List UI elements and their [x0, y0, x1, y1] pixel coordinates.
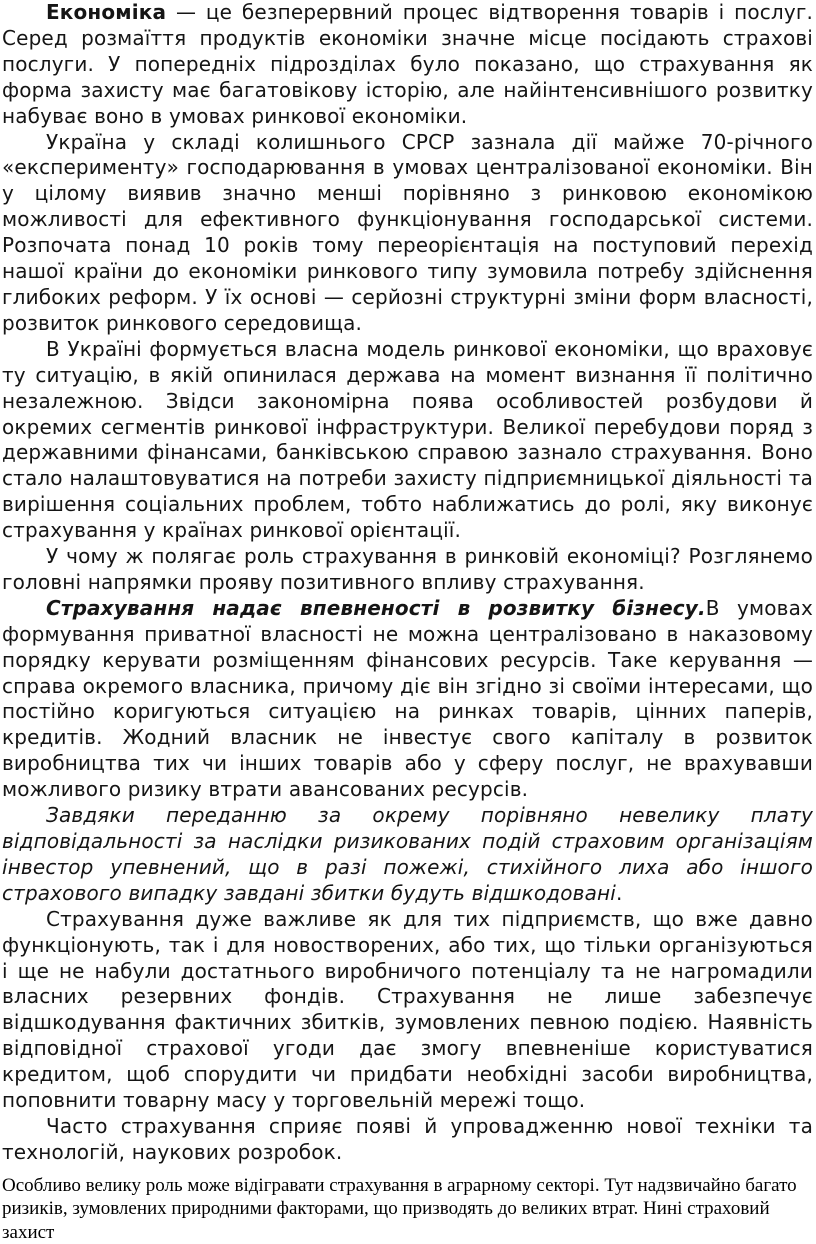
paragraph-text: В Україні формується власна модель ринкової економіки, що враховує ту ситуацію, в якій опинилася держава на момент визнання її політично незалежною. Звідси закономірна поява особливостей розбудови й окремих сегментів ринкової інфраструктури. Великої перебудови поряд з державними фінансами, банківською справою зазнало страхування. Воно стало налаштовуватися на потреби захисту підприємницької діяльності та вирішення соціальних проблем, тобто наближатись до ролі, яку виконує страхування у країнах ринкової орієнтації. [2, 336, 813, 543]
paragraph-text: В умовах формування приватної власності не можна централізовано в наказовому порядку керувати розміщенням фінансових ресурсів. Таке керування — справа окремого власника, причому діє він згідно зі своїми інтересами, що постійно коригуються ситуацією на ринках товарів, цінних паперів, кредитів. Жодний власник не інвестує свого капіталу в розвиток виробництва тих чи інших товарів або у сферу послуг, не врахувавши можливого ризику втрати авансованих ресурсів. [2, 595, 813, 802]
paragraph-text: — це безперервний процес відтворення товарів і послуг. Серед розмаїття продуктів економіки значне місце посідають страхові послуги. У попередніх підрозділах було показано, що страхування як форма захисту має багатовікову історію, але найінтенсивнішого розвитку набуває воно в умовах ринкової економіки. [2, 0, 813, 128]
footer-text: Особливо велику роль може відігравати страхування в аграрному секторі. Тут надзвичайно багато ризиків, зумовлених природними факторами, що призводять до великих втрат. Нині страховий захист [2, 1174, 797, 1243]
paragraph-text: Україна у складі колишнього СРСР зазнала дії майже 70-річного «експерименту» господарювання в умовах централізованої економіки. Він у цілому виявив значно менші порівняно з ринковою економікою можливості для ефективного функціонування господарської системи. Розпочата понад 10 років тому переорієнтація на поступовий перехід нашої країни до економіки ринкового типу зумовила потребу здійснення глибоких реформ. У їх основі — серйозні структурні зміни форм власності, розвиток ринкового середовища. [2, 129, 813, 335]
paragraph-tail: . [615, 880, 623, 905]
paragraph-technology [2, 1114, 813, 1166]
paragraph-economics [2, 0, 813, 130]
paragraph-ukraine-model [2, 337, 813, 544]
paragraph-ussr [2, 130, 813, 337]
paragraph-investor-italic [2, 803, 813, 907]
paragraph-enterprises [2, 907, 813, 1114]
paragraph-role-question [2, 544, 813, 596]
italic-text: Завдяки переданню за окрему порівняно невелику плату відповідальності за наслідки ризикованих подій страховим організаціям інвестор упевнений, що в разі пожежі, стихійного лиха або іншого страхового випадку завдані збитки будуть відшкодовані [2, 803, 813, 905]
paragraph-text: Часто страхування сприяє появі й упровадженню нової техніки та технологій, наукових розробок. [2, 1113, 813, 1164]
paragraph-text: У чому ж полягає роль страхування в ринковій економіці? Розглянемо головні напрямки прояву позитивного впливу страхування. [2, 544, 813, 594]
paragraph-agrarian [2, 1174, 813, 1244]
section-heading: Страхування надає впевненості в розвитку бізнесу. [46, 595, 706, 620]
term-economics: Економіка [46, 0, 167, 24]
paragraph-business-confidence [2, 596, 813, 803]
paragraph-text: Страхування дуже важливе як для тих підприємств, що вже давно функціонують, так і для новостворених, або тих, що тільки організуються і ще не набули достатнього виробничого потенціалу та не нагромадили власних резервних фондів. Страхування не лише забезпечує відшкодування фактичних збитків, зумовлених певною подією. Наявність відповідної страхової угоди дає змогу впевненіше користуватися кредитом, щоб спорудити чи придбати необхідні засоби виробництва, поповнити товарну масу у торговельній мережі тощо. [2, 906, 813, 1113]
